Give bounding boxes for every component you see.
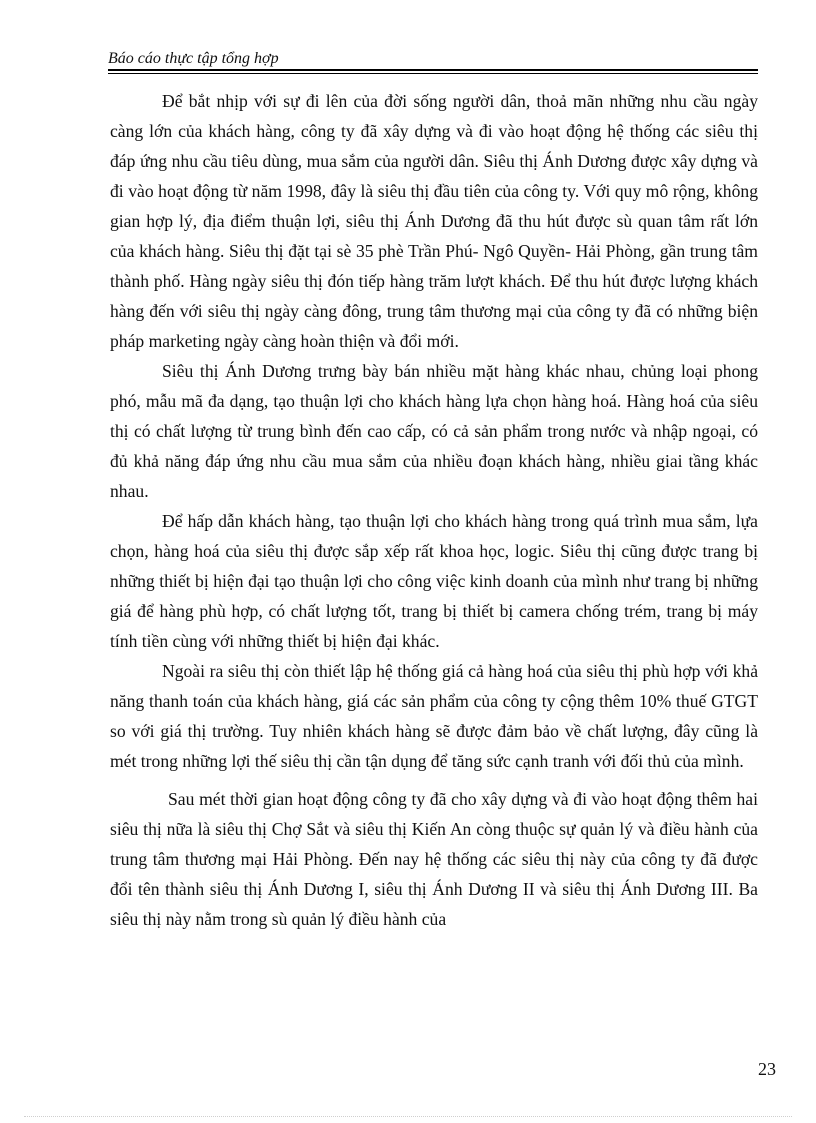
body-text	[110, 86, 758, 934]
paragraph-1: Để bắt nhịp với sự đi lên của đời sống người dân, thoả mãn những nhu cầu ngày càng lớn của khách hàng, công ty đã xây dựng và đi vào hoạt động hệ thống các siêu thị đáp ứng nhu cầu tiêu dùng, mua sắm của người dân. Siêu thị Ánh Dương được xây dựng và đi vào hoạt động từ năm 1998, đây là siêu thị đầu tiên của công ty. Với quy mô rộng, không gian hợp lý, địa điểm thuận lợi, siêu thị Ánh Dương đã thu hút được sù quan tâm rất lớn của khách hàng. Siêu thị đặt tại sè 35 phè Trần Phú- Ngô Quyền- Hải Phòng, gần trung tâm thành phố. Hàng ngày siêu thị đón tiếp hàng trăm lượt khách. Để thu hút được lượng khách hàng đến với siêu thị ngày càng đông, trung tâm thương mại của công ty đã có những biện pháp marketing ngày càng hoàn thiện và đổi mới.	[110, 91, 758, 351]
paragraph-4: Ngoài ra siêu thị còn thiết lập hệ thống giá cả hàng hoá của siêu thị phù hợp với khả năng thanh toán của khách hàng, giá các sản phẩm của công ty cộng thêm 10% thuế GTGT so với giá thị trường. Tuy nhiên khách hàng sẽ được đảm bảo về chất lượng, đây cũng là mét trong những lợi thế siêu thị cần tận dụng để tăng sức cạnh tranh với đối thủ của mình.	[110, 661, 758, 771]
paragraph-3: Để hấp dẫn khách hàng, tạo thuận lợi cho khách hàng trong quá trình mua sắm, lựa chọn, hàng hoá của siêu thị được sắp xếp rất khoa học, logic. Siêu thị cũng được trang bị những thiết bị hiện đại tạo thuận lợi cho công việc kinh doanh của mình như trang bị những giá để hàng phù hợp, có chất lượng tốt, trang bị thiết bị camera chống trém, trang bị máy tính tiền cùng với những thiết bị hiện đại khác.	[110, 511, 758, 651]
page-bottom-divider	[24, 1116, 792, 1117]
header-rule-thin	[108, 73, 758, 74]
running-header: Báo cáo thực tập tổng hợp	[108, 50, 279, 67]
page-number: 23	[758, 1059, 776, 1079]
header-rule-thick	[108, 69, 758, 71]
paragraph-5: Sau mét thời gian hoạt động công ty đã cho xây dựng và đi vào hoạt động thêm hai siêu thị nữa là siêu thị Chợ Sắt và siêu thị Kiến An còng thuộc sự quản lý và điều hành của trung tâm thương mại Hải Phòng. Đến nay hệ thống các siêu thị này của công ty đã được đổi tên thành siêu thị Ánh Dương I, siêu thị Ánh Dương II và siêu thị Ánh Dương III. Ba siêu thị này nằm trong sù quản lý điều hành của	[110, 789, 758, 929]
paragraph-2: Siêu thị Ánh Dương trưng bày bán nhiều mặt hàng khác nhau, chủng loại phong phó, mẫu mã đa dạng, tạo thuận lợi cho khách hàng lựa chọn hàng hoá. Hàng hoá của siêu thị có chất lượng từ trung bình đến cao cấp, có cả sản phẩm trong nước và nhập ngoại, có đủ khả năng đáp ứng nhu cầu mua sắm của nhiều đoạn khách hàng, nhiều giai tầng khác nhau.	[110, 361, 758, 501]
